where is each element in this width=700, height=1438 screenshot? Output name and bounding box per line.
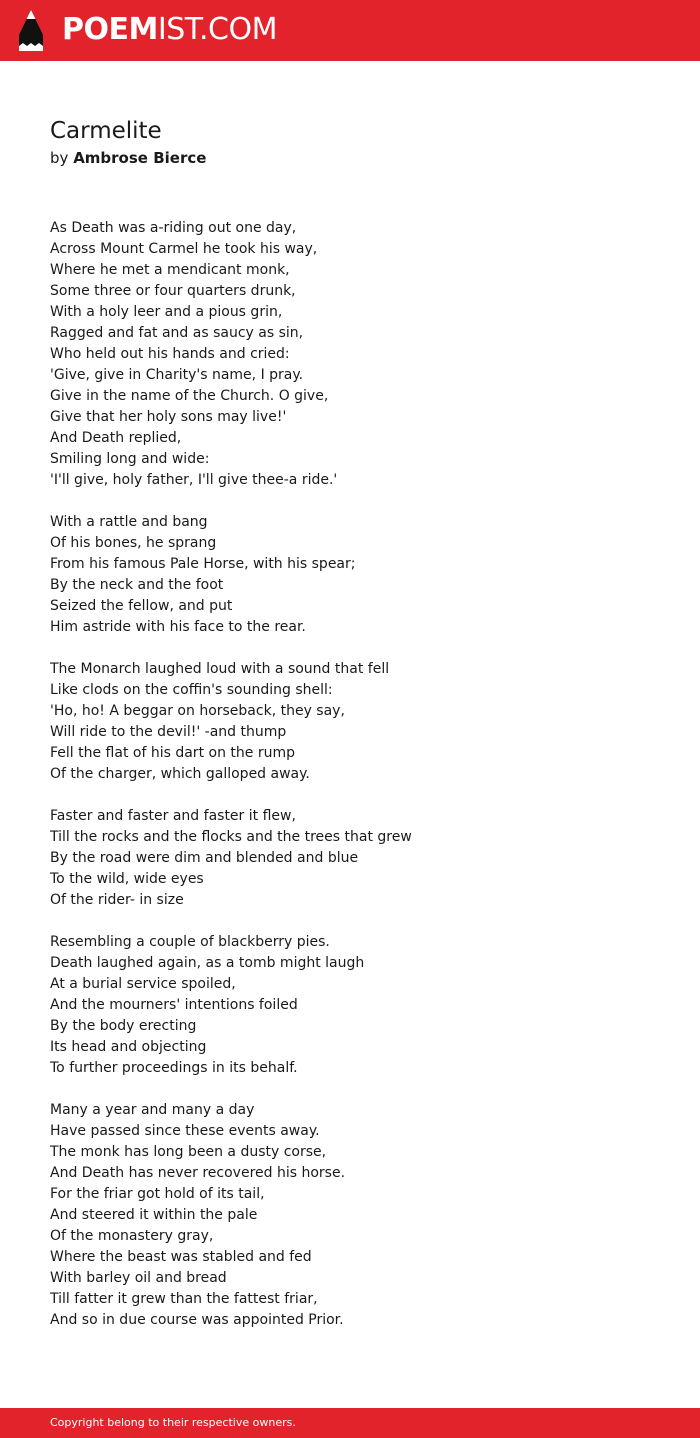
poem-line: Faster and faster and faster it flew, [50, 808, 296, 824]
poem-line: Seized the fellow, and put [50, 598, 233, 614]
poem-line: With a rattle and bang [50, 514, 208, 530]
poem-stanza [50, 806, 670, 911]
poem-title: Carmelite [50, 118, 162, 144]
poem-line: And the mourners' intentions foiled [50, 997, 298, 1013]
poem-line: The monk has long been a dusty corse, [50, 1144, 327, 1160]
poem-line: Fell the flat of his dart on the rump [50, 745, 295, 761]
poem-line: Give that her holy sons may live!' [50, 409, 287, 425]
poem-line: 'Ho, ho! A beggar on horseback, they say, [50, 703, 345, 719]
poem-line: Smiling long and wide: [50, 451, 210, 467]
poem-line: Like clods on the coffin's sounding shell: [50, 682, 333, 698]
poem-line: Across Mount Carmel he took his way, [50, 241, 318, 257]
poem-stanza [50, 512, 670, 638]
poem-line: 'I'll give, holy father, I'll give thee-a ride.' [50, 472, 338, 488]
poem-line: Some three or four quarters drunk, [50, 283, 296, 299]
poem-line: Of his bones, he sprang [50, 535, 217, 551]
poem-line: Many a year and many a day [50, 1102, 255, 1118]
logo-text-light: IST.COM [157, 12, 277, 47]
poem-line: To further proceedings in its behalf. [50, 1060, 298, 1076]
poem-line: Of the monastery gray, [50, 1228, 214, 1244]
logo-text-strong: POEM [62, 12, 158, 47]
poem-line: Its head and objecting [50, 1039, 207, 1055]
poem-line: Who held out his hands and cried: [50, 346, 290, 362]
poem-line: With barley oil and bread [50, 1270, 227, 1286]
poem-line: The Monarch laughed loud with a sound that fell [50, 661, 390, 677]
poem-stanza [50, 1100, 670, 1331]
poem-line: Give in the name of the Church. O give, [50, 388, 329, 404]
poem-line: To the wild, wide eyes [50, 871, 204, 887]
poem-line: Him astride with his face to the rear. [50, 619, 306, 635]
copyright-text: Copyright belong to their respective owners. [50, 1416, 296, 1429]
poem-author: Ambrose Bierce [73, 149, 207, 167]
poem-line: Ragged and fat and as saucy as sin, [50, 325, 304, 341]
poem-line: Have passed since these events away. [50, 1123, 320, 1139]
poem-line: From his famous Pale Horse, with his spear; [50, 556, 356, 572]
poem-line: Death laughed again, as a tomb might laugh [50, 955, 365, 971]
poem-line: And Death replied, [50, 430, 182, 446]
poem-line: Where he met a mendicant monk, [50, 262, 290, 278]
poem-line: By the road were dim and blended and blue [50, 850, 359, 866]
poem-line: With a holy leer and a pious grin, [50, 304, 283, 320]
poem-line: At a burial service spoiled, [50, 976, 236, 992]
pencil-tip-icon[interactable] [17, 9, 45, 52]
site-logo[interactable] [62, 12, 277, 48]
poem-line: Where the beast was stabled and fed [50, 1249, 312, 1265]
poem-line: Till fatter it grew than the fattest friar, [50, 1291, 318, 1307]
poem-line: And Death has never recovered his horse. [50, 1165, 346, 1181]
poem-line: For the friar got hold of its tail, [50, 1186, 265, 1202]
byline-label: by [50, 149, 69, 167]
poem-line: As Death was a-riding out one day, [50, 220, 297, 236]
site-footer [0, 1408, 700, 1438]
poem-line: 'Give, give in Charity's name, I pray. [50, 367, 304, 383]
poem-line: Of the charger, which galloped away. [50, 766, 310, 782]
poem-line: By the body erecting [50, 1018, 197, 1034]
poem-byline [50, 148, 206, 169]
poem-line: Of the rider- in size [50, 892, 184, 908]
poem-line: Will ride to the devil!' -and thump [50, 724, 287, 740]
site-header [0, 0, 700, 61]
poem-stanza [50, 218, 670, 491]
poem-line: By the neck and the foot [50, 577, 224, 593]
poem-stanza [50, 932, 670, 1079]
poem-line: Resembling a couple of blackberry pies. [50, 934, 330, 950]
poem-stanza [50, 659, 670, 785]
poem-line: And steered it within the pale [50, 1207, 258, 1223]
poem-line: Till the rocks and the flocks and the trees that grew [50, 829, 412, 845]
poem-line: And so in due course was appointed Prior. [50, 1312, 344, 1328]
poem-body [50, 218, 670, 1352]
